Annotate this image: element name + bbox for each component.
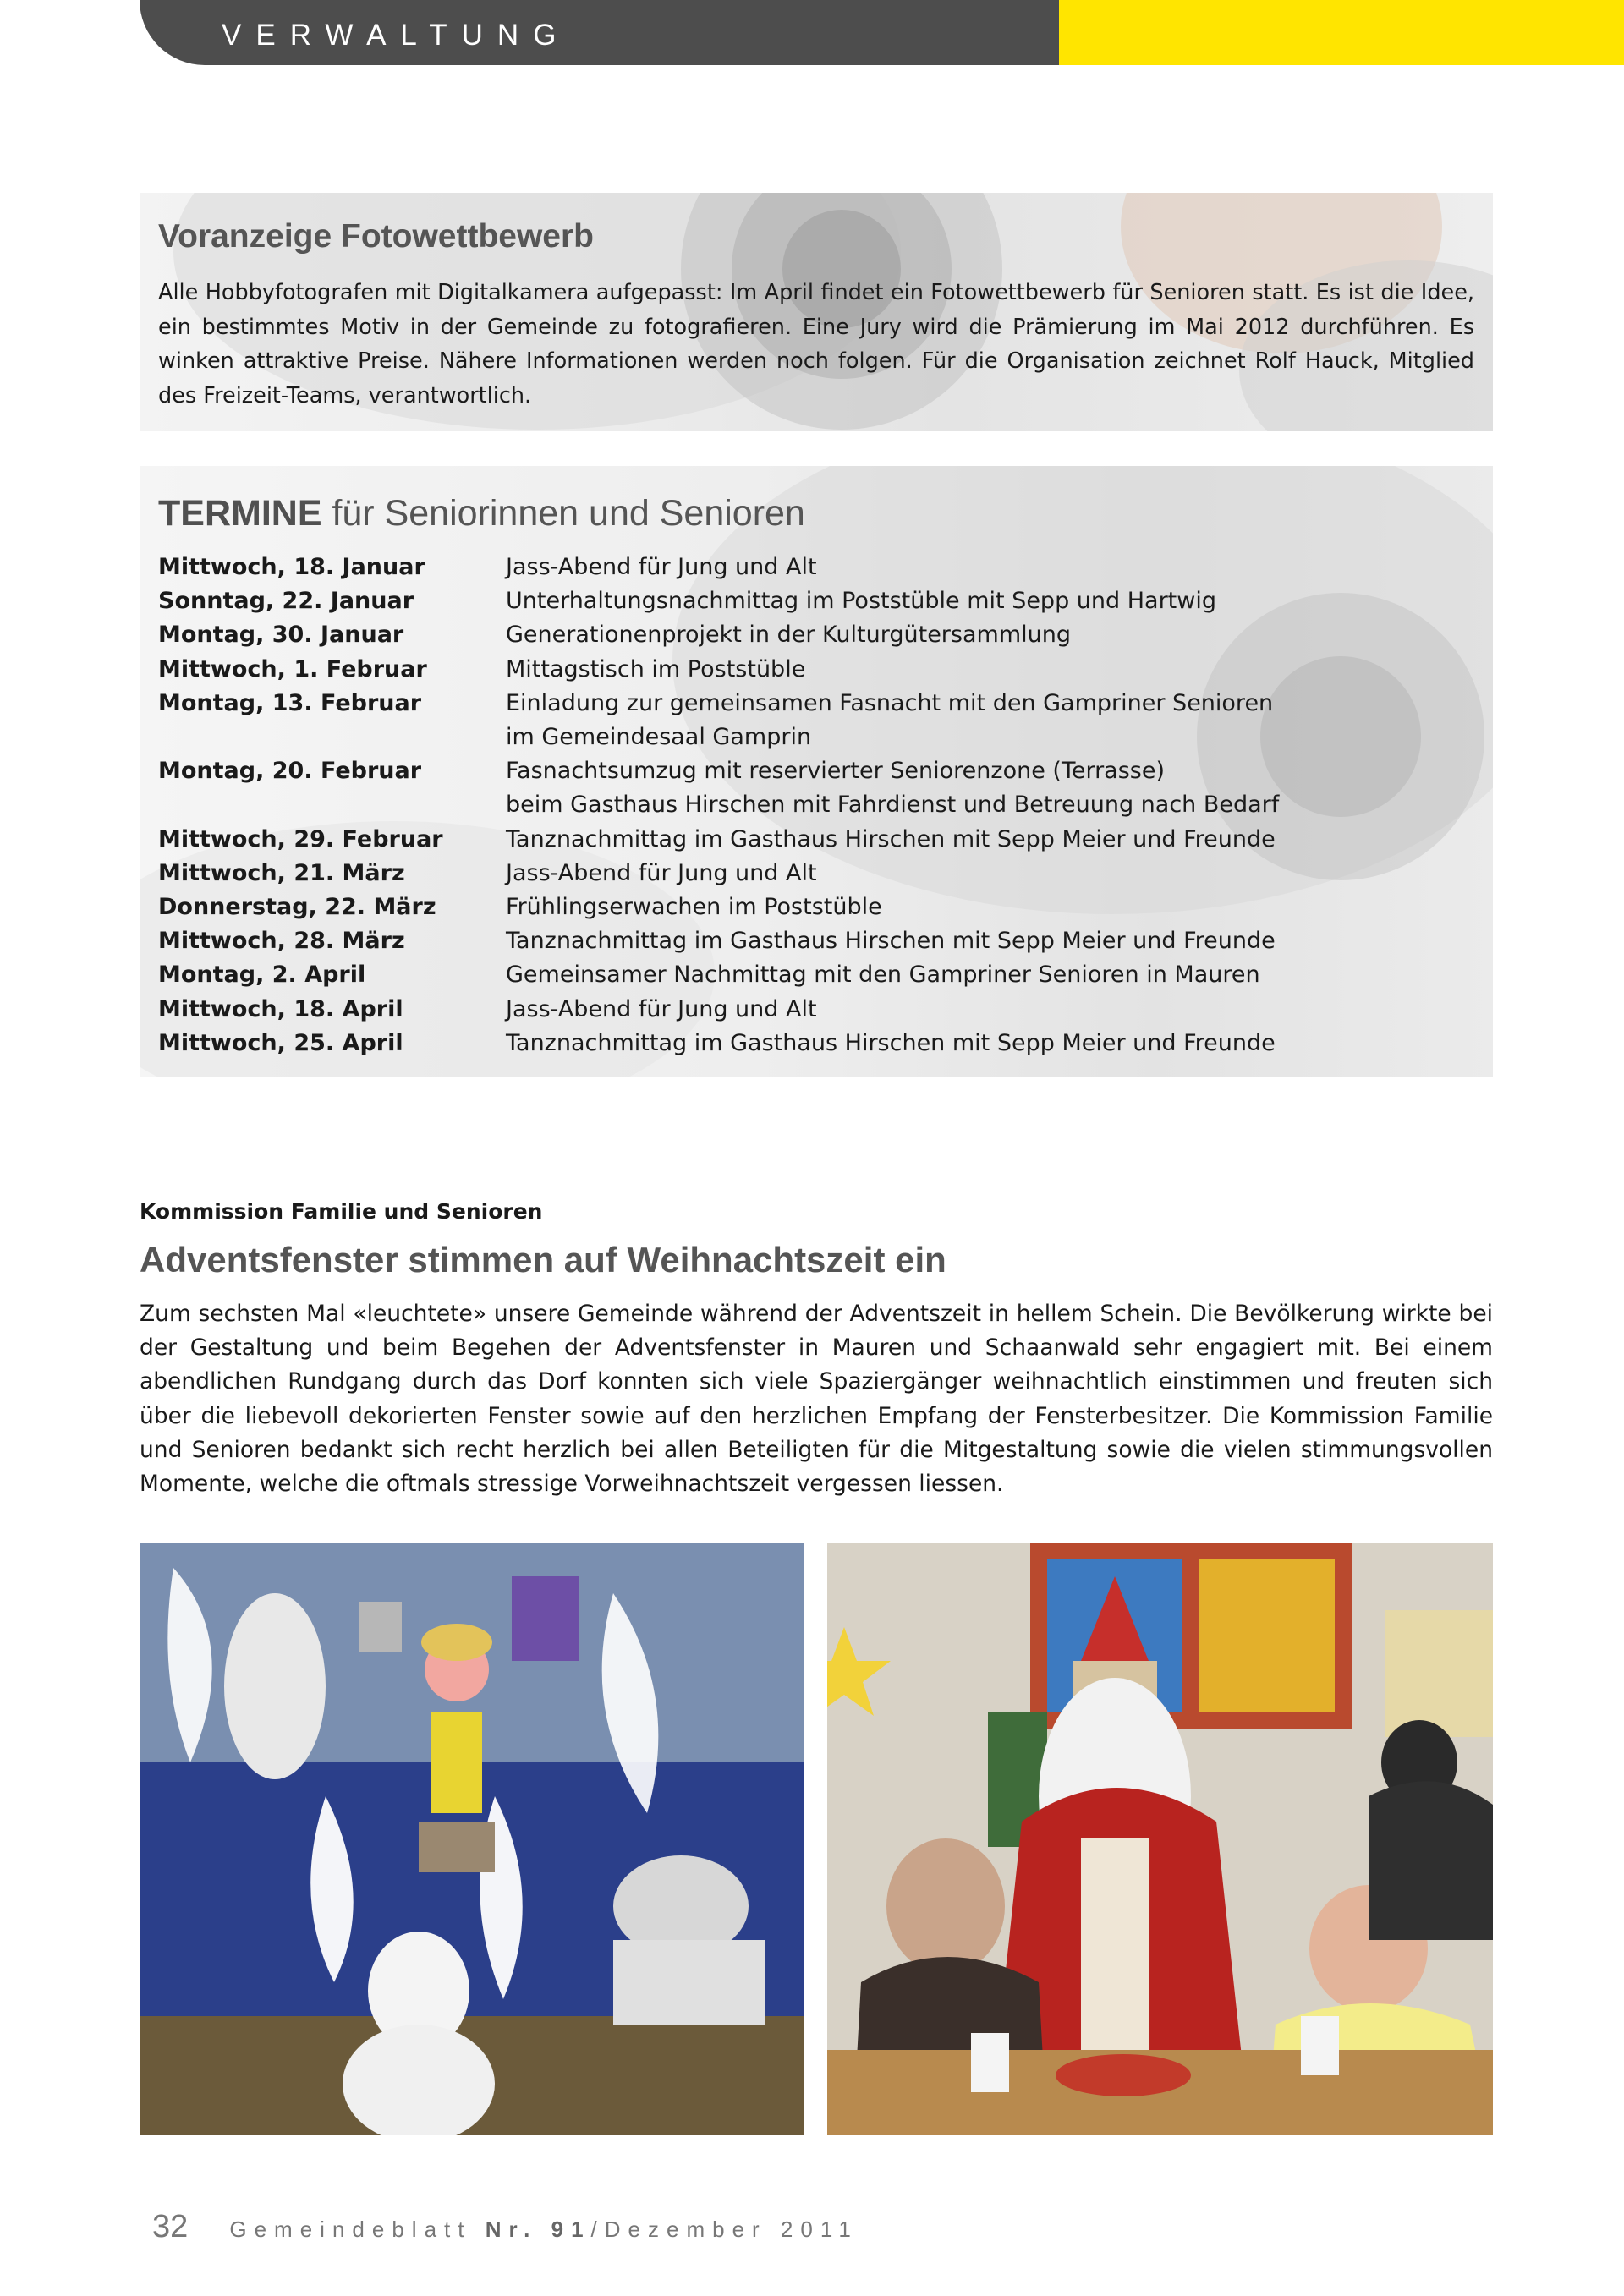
termin-description: Einladung zur gemeinsamen Fasnacht mit den Gampriner Senioren (506, 689, 1274, 716)
foto-contest-title: Voranzeige Fotowettbewerb (158, 218, 594, 255)
termin-row (158, 584, 1478, 618)
termin-description: Jass-Abend für Jung und Alt (506, 995, 817, 1022)
article-title: Adventsfenster stimmen auf Weihnachtszeit ein (140, 1240, 946, 1280)
termin-date: Donnerstag, 22. März (158, 894, 436, 921)
issue-date: /Dezember 2011 (590, 2217, 859, 2242)
article-text: Zum sechsten Mal «leuchtete» unsere Gemeinde während der Adventszeit in hellem Schein. Die Bevölkerung wirkte bei der Gestaltung und beim Begehen der Adventsfenster in Mauren und Schaanwald sehr engagiert mit. Bei einem abendlichen Rundgang durch das Dorf konnten sich viele Spaziergänger weihnachtlich einstimmen und freuten sich über die liebevoll dekorierten Fenster sowie auf den herzlichen Empfang der Fensterbesitzer. Die Kommission Familie und Senioren bedankt sich recht herzlich bei allen Beteiligten für die Mitgestaltung sowie die vielen stimmungsvollen Momente, welche die oftmals stressige Vorweihnachtszeit vergessen liessen. (140, 1301, 1493, 1498)
issue-number: Nr. 91 (485, 2217, 591, 2242)
termine-list (158, 551, 1478, 1060)
termin-description: Gemeinsamer Nachmittag mit den Gampriner Senioren in Mauren (506, 962, 1260, 989)
termin-row (158, 924, 1478, 958)
termin-row (158, 721, 1478, 754)
termin-row (158, 788, 1478, 822)
termine-title (158, 493, 805, 534)
termine-box (140, 466, 1493, 1077)
termin-date: Mittwoch, 21. März (158, 859, 405, 886)
termin-date: Montag, 20. Februar (158, 758, 422, 785)
termin-row (158, 823, 1478, 857)
termin-row (158, 653, 1478, 687)
section-label: VERWALTUNG (222, 19, 571, 52)
publication-name: Gemeindeblatt (229, 2217, 486, 2242)
termin-date (158, 788, 506, 822)
termin-description: Tanznachmittag im Gasthaus Hirschen mit Sepp Meier und Freunde (506, 1029, 1276, 1056)
advent-window-photo (140, 1543, 804, 2135)
termin-date (158, 721, 506, 754)
publication-info (229, 2217, 858, 2242)
termin-description: Jass-Abend für Jung und Alt (506, 554, 817, 580)
termin-description: im Gemeindesaal Gamprin (506, 724, 812, 751)
termin-description: Fasnachtsumzug mit reservierter Seniorenzone (Terrasse) (506, 758, 1166, 785)
page-footer (152, 2209, 859, 2245)
termin-date: Sonntag, 22. Januar (158, 588, 414, 615)
termin-row (158, 890, 1478, 924)
termin-date: Mittwoch, 18. Januar (158, 554, 425, 580)
termin-row (158, 1027, 1478, 1060)
termin-description: beim Gasthaus Hirschen mit Fahrdienst und Betreuung nach Bedarf (506, 792, 1280, 819)
termin-description: Frühlingserwachen im Poststüble (506, 894, 882, 921)
termin-date: Mittwoch, 18. April (158, 995, 403, 1022)
termine-title-bold: TERMINE (158, 493, 322, 534)
termin-row (158, 958, 1478, 992)
termin-date: Montag, 2. April (158, 962, 366, 989)
termine-title-rest: für Seniorinnen und Senioren (321, 493, 805, 534)
termin-row (158, 993, 1478, 1027)
termin-date: Montag, 13. Februar (158, 689, 422, 716)
article-kicker: Kommission Familie und Senioren (140, 1199, 543, 1224)
termin-row (158, 687, 1478, 721)
termin-row (158, 618, 1478, 652)
termin-date: Montag, 30. Januar (158, 622, 404, 649)
termin-description: Jass-Abend für Jung und Alt (506, 859, 817, 886)
foto-contest-text: Alle Hobbyfotografen mit Digitalkamera aufgepasst: Im April findet ein Fotowettbewerb für Senioren statt. Es ist die Idee, ein bestimmtes Motiv in der Gemeinde zu fotografieren. Eine Jury wird die Prämierung im Mai 2012 durchführen. Es winken attraktive Preise. Nähere Informationen werden noch folgen. Für die Organisation zeichnet Rolf Hauck, Mitglied des Freizeit-Teams, verantwortlich. (158, 280, 1474, 408)
termin-description: Unterhaltungsnachmittag im Poststüble mit Sepp und Hartwig (506, 588, 1216, 615)
foto-contest-box (140, 193, 1493, 431)
termin-description: Generationenprojekt in der Kulturgütersammlung (506, 622, 1071, 649)
termin-date: Mittwoch, 1. Februar (158, 655, 427, 682)
termin-date: Mittwoch, 29. Februar (158, 825, 443, 852)
termin-description: Mittagstisch im Poststüble (506, 655, 806, 682)
termin-row (158, 551, 1478, 584)
termin-date: Mittwoch, 25. April (158, 1029, 403, 1056)
termin-description: Tanznachmittag im Gasthaus Hirschen mit Sepp Meier und Freunde (506, 928, 1276, 955)
termin-description: Tanznachmittag im Gasthaus Hirschen mit Sepp Meier und Freunde (506, 825, 1276, 852)
termin-date: Mittwoch, 28. März (158, 928, 405, 955)
termin-row (158, 754, 1478, 788)
termin-row (158, 857, 1478, 890)
santa-visit-photo (827, 1543, 1493, 2135)
header-accent-bar (1059, 0, 1624, 65)
page-number: 32 (152, 2209, 189, 2244)
